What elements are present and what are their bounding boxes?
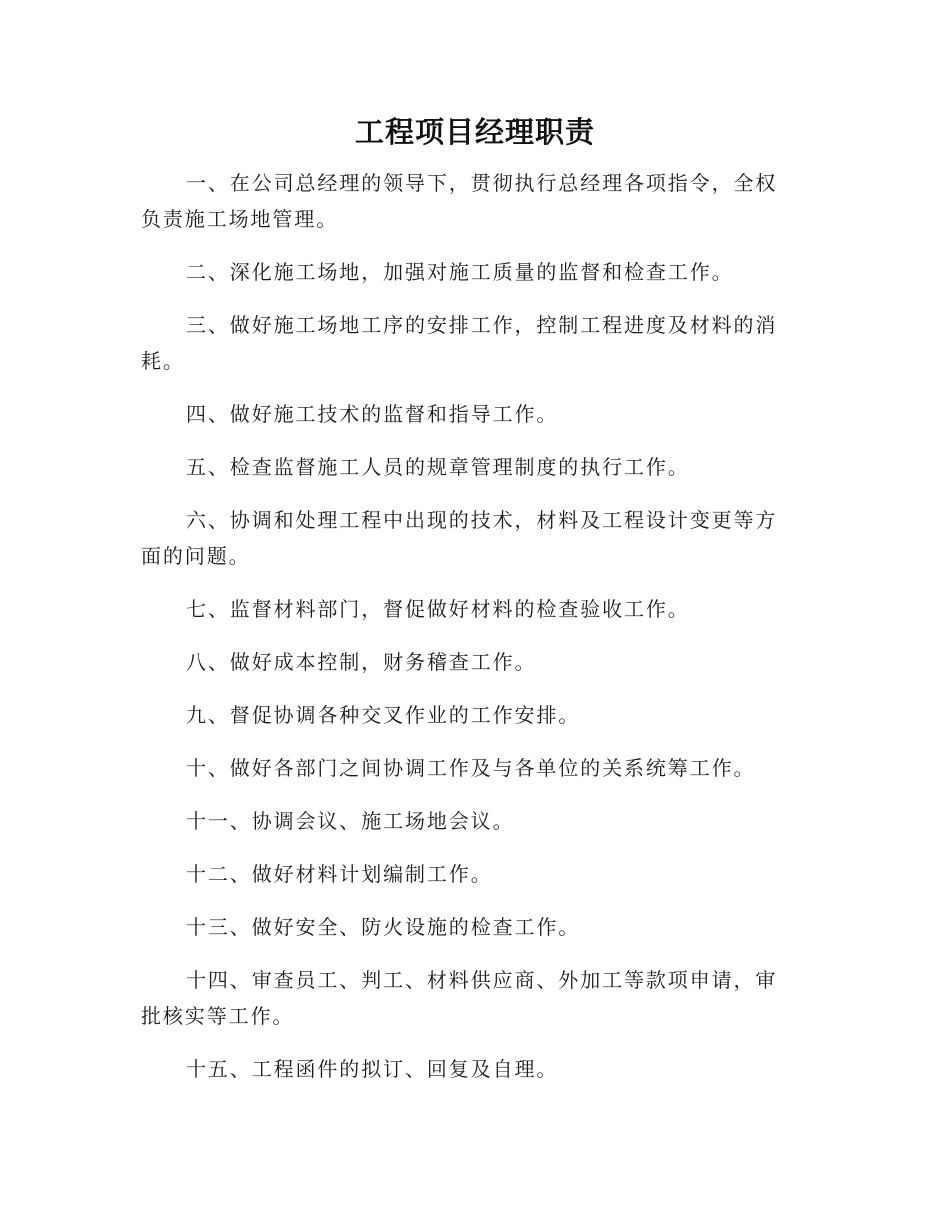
paragraph-12: 十二、做好材料计划编制工作。 xyxy=(186,862,493,886)
paragraph-6: 六、协调和处理工程中出现的技术，材料及工程设计变更等方面的问题。 xyxy=(141,508,778,568)
paragraph-3: 三、做好施工场地工序的安排工作，控制工程进度及材料的消耗。 xyxy=(141,313,778,373)
paragraph-1: 一、在公司总经理的领导下，贯彻执行总经理各项指令，全权负责施工场地管理。 xyxy=(141,171,778,231)
paragraph-11: 十一、协调会议、施工场地会议。 xyxy=(186,809,515,833)
paragraph-4: 四、做好施工技术的监督和指导工作。 xyxy=(186,402,559,426)
document-body xyxy=(141,165,797,1104)
paragraph-8: 八、做好成本控制，财务稽查工作。 xyxy=(186,650,537,674)
paragraph-9: 九、督促协调各种交叉作业的工作安排。 xyxy=(186,703,581,727)
paragraph-5: 五、检查监督施工人员的规章管理制度的执行工作。 xyxy=(186,455,690,479)
paragraph-10: 十、做好各部门之间协调工作及与各单位的关系统筹工作。 xyxy=(186,756,756,780)
document-title: 工程项目经理职责 xyxy=(354,115,595,149)
paragraph-2: 二、深化施工场地，加强对施工质量的监督和检查工作。 xyxy=(186,260,734,284)
paragraph-14: 十四、审查员工、判工、材料供应商、外加工等款项申请，审批核实等工作。 xyxy=(141,968,778,1028)
paragraph-15: 十五、工程函件的拟订、回复及自理。 xyxy=(186,1057,559,1081)
paragraph-13: 十三、做好安全、防火设施的检查工作。 xyxy=(186,915,581,939)
paragraph-7: 七、监督材料部门，督促做好材料的检查验收工作。 xyxy=(186,597,690,621)
